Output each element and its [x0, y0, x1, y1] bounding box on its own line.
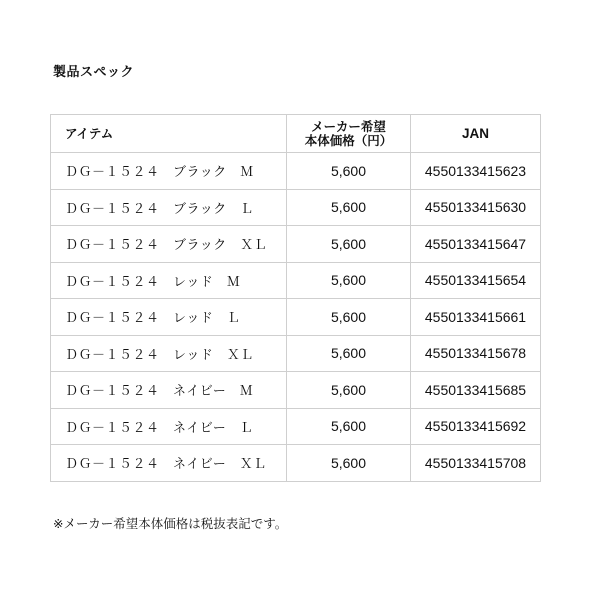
- cell-price: 5,600: [287, 408, 411, 445]
- cell-jan: 4550133415647: [411, 226, 541, 263]
- cell-item: ＤＧ－１５２４ レッド Ｍ: [51, 262, 287, 299]
- table-row: [51, 445, 541, 482]
- cell-price: 5,600: [287, 153, 411, 190]
- table-row: [51, 153, 541, 190]
- table-row: [51, 262, 541, 299]
- cell-jan: 4550133415692: [411, 408, 541, 445]
- table-header-row: [51, 115, 541, 153]
- table-row: [51, 335, 541, 372]
- cell-item: ＤＧ－１５２４ レッド Ｌ: [51, 299, 287, 336]
- header-price-line2: 本体価格（円）: [304, 132, 393, 148]
- table-row: [51, 299, 541, 336]
- cell-price: 5,600: [287, 335, 411, 372]
- header-item: アイテム: [51, 115, 287, 153]
- cell-price: 5,600: [287, 445, 411, 482]
- cell-price: 5,600: [287, 299, 411, 336]
- cell-jan: 4550133415678: [411, 335, 541, 372]
- header-price-line1: メーカー希望: [311, 118, 386, 134]
- cell-price: 5,600: [287, 262, 411, 299]
- cell-item: ＤＧ－１５２４ レッド ＸＬ: [51, 335, 287, 372]
- cell-jan: 4550133415661: [411, 299, 541, 336]
- cell-jan: 4550133415630: [411, 189, 541, 226]
- spec-table: [50, 114, 541, 482]
- cell-price: 5,600: [287, 189, 411, 226]
- cell-jan: 4550133415685: [411, 372, 541, 409]
- section-title: 製品スペック: [53, 65, 135, 80]
- cell-jan: 4550133415708: [411, 445, 541, 482]
- header-price: [287, 115, 411, 153]
- table-row: [51, 372, 541, 409]
- table-row: [51, 189, 541, 226]
- cell-price: 5,600: [287, 372, 411, 409]
- cell-item: ＤＧ－１５２４ ブラック Ｍ: [51, 153, 287, 190]
- cell-item: ＤＧ－１５２４ ネイビー Ｍ: [51, 372, 287, 409]
- cell-jan: 4550133415654: [411, 262, 541, 299]
- header-jan: JAN: [411, 115, 541, 153]
- footnote: ※メーカー希望本体価格は税抜表記です。: [53, 516, 288, 531]
- table-row: [51, 226, 541, 263]
- cell-item: ＤＧ－１５２４ ブラック ＸＬ: [51, 226, 287, 263]
- cell-item: ＤＧ－１５２４ ブラック Ｌ: [51, 189, 287, 226]
- cell-price: 5,600: [287, 226, 411, 263]
- cell-item: ＤＧ－１５２４ ネイビー ＸＬ: [51, 445, 287, 482]
- cell-jan: 4550133415623: [411, 153, 541, 190]
- table-row: [51, 408, 541, 445]
- cell-item: ＤＧ－１５２４ ネイビー Ｌ: [51, 408, 287, 445]
